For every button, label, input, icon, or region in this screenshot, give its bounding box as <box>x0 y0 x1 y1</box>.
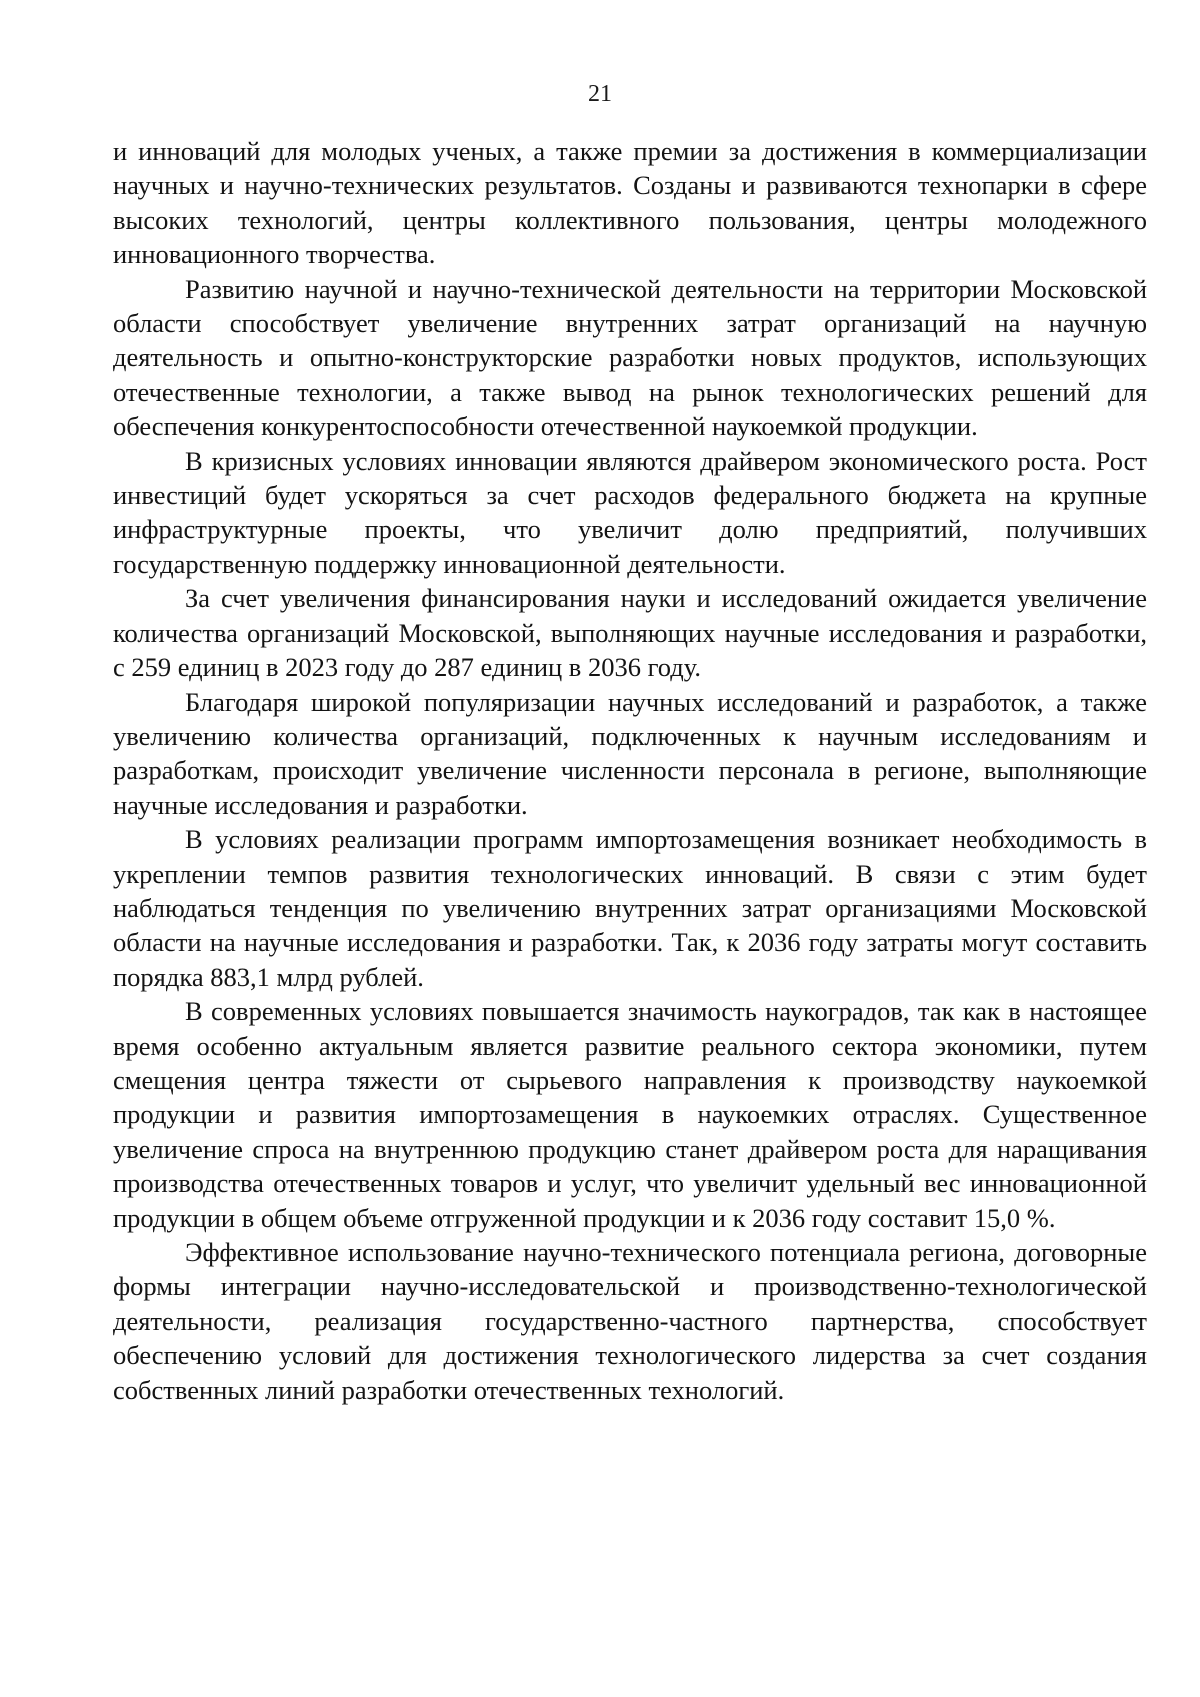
paragraph: Эффективное использование научно-технического потенциала региона, договорные формы интеграции научно-исследовательской и производственно-технологической деятельности, реализация государственно-частного партнерства, способствует обеспечению условий для достижения технологического лидерства за счет создания собственных линий разработки отечественных технологий. <box>113 1237 1147 1405</box>
paragraph: В современных условиях повышается значимость наукоградов, так как в настоящее время особенно актуальным является развитие реального сектора экономики, путем смещения центра тяжести от сырьевого направления к производству наукоемкой продукции и развития импортозамещения в наукоемких отраслях. Существенное увеличение спроса на внутреннюю продукцию станет драйвером роста для наращивания производства отечественных товаров и услуг, что увеличит удельный вес инновационной продукции в общем объеме отгруженной продукции и к 2036 году составит 15,0 %. <box>113 996 1147 1233</box>
paragraph: Благодаря широкой популяризации научных исследований и разработок, а также увеличению количества организаций, подключенных к научным исследованиям и разработкам, происходит увеличение численности персонала в регионе, выполняющие научные исследования и разработки. <box>113 686 1147 820</box>
paragraph: За счет увеличения финансирования науки и исследований ожидается увеличение количества организаций Московской, выполняющих научные исследования и разработки, с 259 единиц в 2023 году до 287 единиц в 2036 году. <box>113 583 1147 683</box>
paragraph: В кризисных условиях инновации являются драйвером экономического роста. Рост инвестиций будет ускоряться за счет расходов федерального бюджета на крупные инфраструктурные проекты, что увеличит долю предприятий, получивших государственную поддержку инновационной деятельности. <box>113 445 1147 579</box>
document-body <box>113 134 1147 1407</box>
paragraph-continuation: и инноваций для молодых ученых, а также премии за достижения в коммерциализации научных и научно-технических результатов. Созданы и развиваются технопарки в сфере высоких технологий, центры коллективного пользования, центры молодежного инновационного творчества. <box>113 136 1147 270</box>
paragraph: В условиях реализации программ импортозамещения возникает необходимость в укреплении темпов развития технологических инноваций. В связи с этим будет наблюдаться тенденция по увеличению внутренних затрат организациями Московской области на научные исследования и разработки. Так, к 2036 году затраты могут составить порядка 883,1 млрд рублей. <box>113 824 1147 992</box>
paragraph: Развитию научной и научно-технической деятельности на территории Московской области способствует увеличение внутренних затрат организаций на научную деятельность и опытно-конструкторские разработки новых продуктов, использующих отечественные технологии, а также вывод на рынок технологических решений для обеспечения конкурентоспособности отечественной наукоемкой продукции. <box>113 273 1147 442</box>
page-number: 21 <box>588 81 612 107</box>
